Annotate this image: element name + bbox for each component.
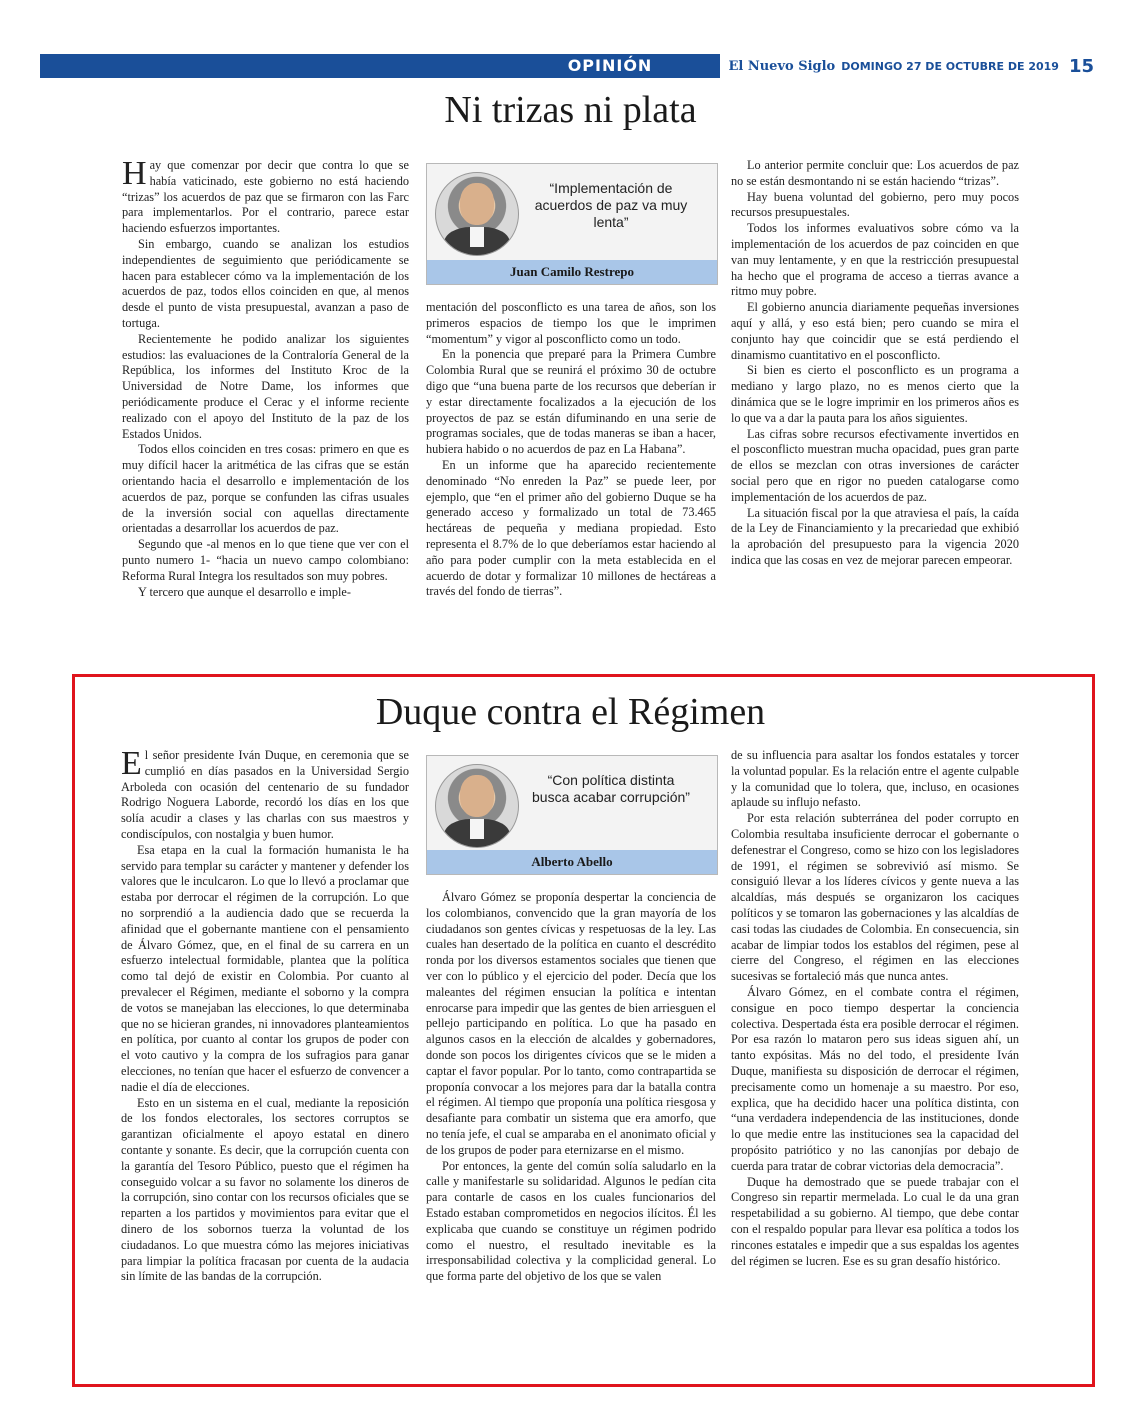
paragraph: Recientemente he podido analizar los siguientes estudios: las evaluaciones de la Contraloría General de la República, los informes del Instituto Kroc de la Universidad de Notre Dame, los informes que periódicamente produce el Cerac y el informe reciente realizado con el apoyo del Instituto de la paz de los Estados Unidos. xyxy=(122,331,409,441)
paragraph: Si bien es cierto el posconflicto es un programa a mediano y largo plazo, no es menos cierto que la dinámica que se le logre imprimir en los primeros años es lo que va a dar la pauta para los años siguientes. xyxy=(731,363,1019,425)
paragraph: Todos ellos coinciden en tres cosas: primero en que es muy difícil hacer la aritmética de las cifras que se están orientando hacia el desarrollo e implementación de los acuerdos de paz, porque se confunden las cifras usuales de la inversión social con aquellas directamente orientadas a desarrollar los acuerdos de paz. xyxy=(122,442,409,536)
paragraph: En la ponencia que preparé para la Primera Cumbre Colombia Rural que se reunirá el próximo 30 de octubre digo que “una buena parte de los recursos que deberían ir y estar directamente focalizados a la ejecución de los proyectos de paz se están difuminando en una serie de programas sociales, que de todas maneras se iban a hacer, hubiera habido o no acuerdos de paz en La Habana”. xyxy=(426,347,716,457)
paragraph: Esto en un sistema en el cual, mediante la reposición de los fondos electorales, los sectores corruptos se garantizan oficialmente el apoyo estatal en dinero contante y sonante. Es decir, que la corrupción cuenta con la garantía del Tesoro Público, puesto que el régimen ha conseguido volcar a su favor no solamente los dineros de la corrupción, sino contar con los recursos oficiales que se reparten a los partidos y movimientos para evitar que el dinero de los sobornos tuerza la voluntad de los ciudadanos. Lo que muestra cómo las mejores iniciativas para limpiar la política fracasan por cuenta de la audacia sin límite de las bandas de la corrupción. xyxy=(121,1095,409,1284)
article-title-1: Ni trizas ni plata xyxy=(444,89,697,131)
dropcap: H xyxy=(122,158,147,192)
paragraph: Sin embargo, cuando se analizan los estudios independientes de seguimiento que periódicamente se hacen para establecer cómo va la implementación de los acuerdos de paz, todos ellos coinciden en que, al menos desde el punto de vista presupuestal, avanzan a paso de tortuga. xyxy=(122,236,409,330)
article1-column-2 xyxy=(426,300,716,650)
paragraph: Álvaro Gómez se proponía despertar la conciencia de los colombianos, convencido que la gran mayoría de los ciudadanos son gentes cívicas y respetuosas de la ley. Las cuales han desertado de la política en cuanto el descrédito ronda por los diversos estamentos sociales que tienen que ver con lo público y el ejercicio del poder. Decía que los maleantes del régimen ensucian la política e intentan enrocarse para impedir que las gentes de bien arriesguen el pellejo participando en política. Lo que ha pasado en algunos casos en la elección de alcaldes y gobernadores, donde son pocos los dirigentes cívicos que se le miden a captar el favor popular. Por lo tanto, como contrapartida se proponía convocar a los mejores para dar la batalla contra el régimen. Al tiempo que proponía una política riesgosa y desafiante para combatir un sistema que era amorfo, que no tenía jefe, el cual se amparaba en el anonimato oficial y de los grupos de poder para eternizarse en el mismo. xyxy=(426,890,716,1157)
paragraph: Las cifras sobre recursos efectivamente invertidos en el posconflicto muestran mucha opacidad, pues gran parte de ellos se mezclan con otras inversiones de carácter social pero que en rigor no pueden catalogarse como implementación de los acuerdos de paz. xyxy=(731,426,1019,504)
paragraph: El gobierno anuncia diariamente pequeñas inversiones aquí y allá, y eso está bien; pero cuando se mira el conjunto hay que coincidir que se está perdiendo el dinamismo cuantitativo en el posconflicto. xyxy=(731,300,1019,362)
author-box-1 xyxy=(426,163,718,285)
paragraph: l señor presidente Iván Duque, en ceremonia que se cumplió en días pasados en la Universidad Sergio Arboleda con ocasión del centenario de su fundador Rodrigo Noguera Laborde, recordó los días en los que solía acudir a clases y las charlas con sus maestros y condiscípulos, con nostalgia y buen humor. xyxy=(121,748,409,841)
paragraph: Lo anterior permite concluir que: Los acuerdos de paz no se están desmontando ni se están haciendo “trizas”. xyxy=(731,158,1019,188)
section-label: OPINIÓN xyxy=(567,56,653,75)
paragraph: En un informe que ha aparecido recientemente denominado “No enreden la Paz” se puede leer, por ejemplo, que “en el primer año del gobierno Duque se ha generado acceso y formalizado un total de 73.465 hectáreas de pequeña y mediana propiedad. Esto representa el 8.7% de lo que deberíamos estar haciendo al año para poder cumplir con la meta establecida en el acuerdo de dotar y formalizar 10 millones de hectáreas a través del fondo de tierras”. xyxy=(426,457,716,599)
newspaper-name: El Nuevo Siglo xyxy=(728,58,836,74)
paragraph: Y tercero que aunque el desarrollo e imple- xyxy=(138,584,351,599)
paragraph: ay que comenzar por decir que contra lo que se había vaticinado, este gobierno no está haciendo “trizas” los acuerdos de paz que se firmaron con las Farc para implementarlos. Por el contrario, parece estar haciendo esfuerzos importantes. xyxy=(122,158,409,236)
paragraph: Duque ha demostrado que se puede trabajar con el Congreso sin repartir mermelada. Lo cual le da una gran respetabilidad a su gobierno. Al tiempo, que debe contar con el respaldo popular para llevar esa política a todos los rincones estatales e impedir que a sus espaldas los agentes del régimen se lucren. Ese es su gran desafío histórico. xyxy=(731,1174,1019,1268)
article1-column-3 xyxy=(731,158,1019,650)
pull-quote: “Con política distinta busca acabar corrupción” xyxy=(532,772,690,805)
page-number: 15 xyxy=(1068,55,1094,77)
article2-column-1 xyxy=(121,748,409,1370)
author-name: Juan Camilo Restrepo xyxy=(427,260,717,284)
dropcap: E xyxy=(121,748,142,782)
paragraph: Esa etapa en la cual la formación humanista le ha servido para templar su carácter y mantener y defender los valores que le inculcaron. Lo que lo llevó a proclamar que estaba por derrocar el régimen de la corrupción. Lo que no sorprendió a la audiencia dado que se recuerda la afinidad que el gobernante mantiene con el pensamiento de Álvaro Gómez, que, en el final de su carrera en un esfuerzo intelectual formidable, plantea que la política como tal dejó de existir en Colombia. Por cuanto al prevalecer el Régimen, mediante el soborno y la compra de votos se manejaban las elecciones, lo que determinaba que no se hicieran grandes, ni innovadores planteamientos en política, por cuanto al contar los grupos de poder con el voto cautivo y la compra de los sufragios para ganar elecciones, no tenían que hacer el esfuerzo de convencer a nadie el día de elecciones. xyxy=(121,842,409,1094)
article2-column-2 xyxy=(426,890,716,1370)
pull-quote: “Implementación de acuerdos de paz va muy lenta” xyxy=(534,180,688,230)
paragraph: de su influencia para asaltar los fondos estatales y torcer la voluntad popular. Es la relación entre el agente culpable y la comunidad que lo tolera, que, incluso, en ocasiones aplaude su influjo nefasto. xyxy=(731,748,1019,810)
article-title-2: Duque contra el Régimen xyxy=(375,691,766,733)
paragraph: Por esta relación subterránea del poder corrupto en Colombia resultaba insuficiente derrocar el gobernante o defenestrar el Congreso, como se hizo con los legisladores de 1991, el régimen se sobrevivió así mismo. Se consiguió llevar a los líderes cívicos y gente nueva a las alcaldías, más después se organizaron los caciques políticos y se tomaron las gobernaciones y las alcaldías de casi todas las ciudades de Colombia. En consecuencia, sin acabar de limpiar todos los establos del régimen, pese al cierre del Congreso, el régimen en las elecciones sucesivas se fortaleció más que nunca antes. xyxy=(731,811,1019,984)
article1-column-1 xyxy=(122,158,409,650)
author-box-2 xyxy=(426,755,718,875)
paragraph: Álvaro Gómez, en el combate contra el régimen, consigue en poco tiempo despertar la conciencia colectiva. Despertada ésta era posible derrocar el régimen. Por esa razón lo mataron pero sus ideas siguen ahí, un tanto expósitas. Más no del todo, el presidente Iván Duque, manifiesta su disposición de derrocar el régimen, precisamente como un homenaje a su maestro. Por eso, explica, que ha decidido hacer una política distinta, con “una verdadera independencia de las instituciones, donde lo que medie entre las instituciones sea la capacidad del propósito patriótico y no las canonjías por debajo de cuerda para tratar de cobrar victorias dela democracia”. xyxy=(731,984,1019,1173)
paragraph: mentación del posconflicto es una tarea de años, son los primeros espacios de tiempo los que le imprimen “momentum” y vigor al posconflicto como un todo. xyxy=(426,300,716,346)
paragraph: Todos los informes evaluativos sobre cómo va la implementación de los acuerdos de paz coinciden en que van muy lentamente, y en que la restricción presupuestal ha hecho que el programa de acceso a tierras avance a ritmo muy pobre. xyxy=(731,221,1019,299)
article2-column-3 xyxy=(731,748,1019,1370)
masthead xyxy=(720,54,1098,78)
paragraph: Por entonces, la gente del común solía saludarlo en la calle y manifestarle su solidaridad. Algunos le pedían cita para contarle de casos en los cuales funcionarios del Estado estaban comprometidos en negocios ilícitos. Él les explicaba que cuando se constituye un régimen podrido como el nuestro, el resultado inevitable es la irresponsabilidad colectiva y la complicidad general. Lo que forma parte del objetivo de los que se valen xyxy=(426,1158,716,1284)
paragraph: La situación fiscal por la que atraviesa el país, la caída de la Ley de Financiamiento y la precariedad que exhibió la aprobación del presupuesto para la vigencia 2020 indica que las cosas en vez de mejorar parecen empeorar. xyxy=(731,505,1019,567)
paragraph: Hay buena voluntad del gobierno, pero muy pocos recursos presupuestales. xyxy=(731,189,1019,220)
author-name: Alberto Abello xyxy=(427,850,717,874)
paragraph: Segundo que -al menos en lo que tiene que ver con el punto numero 1- “hacia un nuevo campo colombiano: Reforma Rural Integra los resultados son muy pobres. xyxy=(122,537,409,583)
header-bar xyxy=(40,54,1098,78)
issue-date: DOMINGO 27 DE OCTUBRE DE 2019 xyxy=(841,59,1059,73)
author-portrait xyxy=(435,172,519,256)
author-portrait xyxy=(435,764,519,848)
